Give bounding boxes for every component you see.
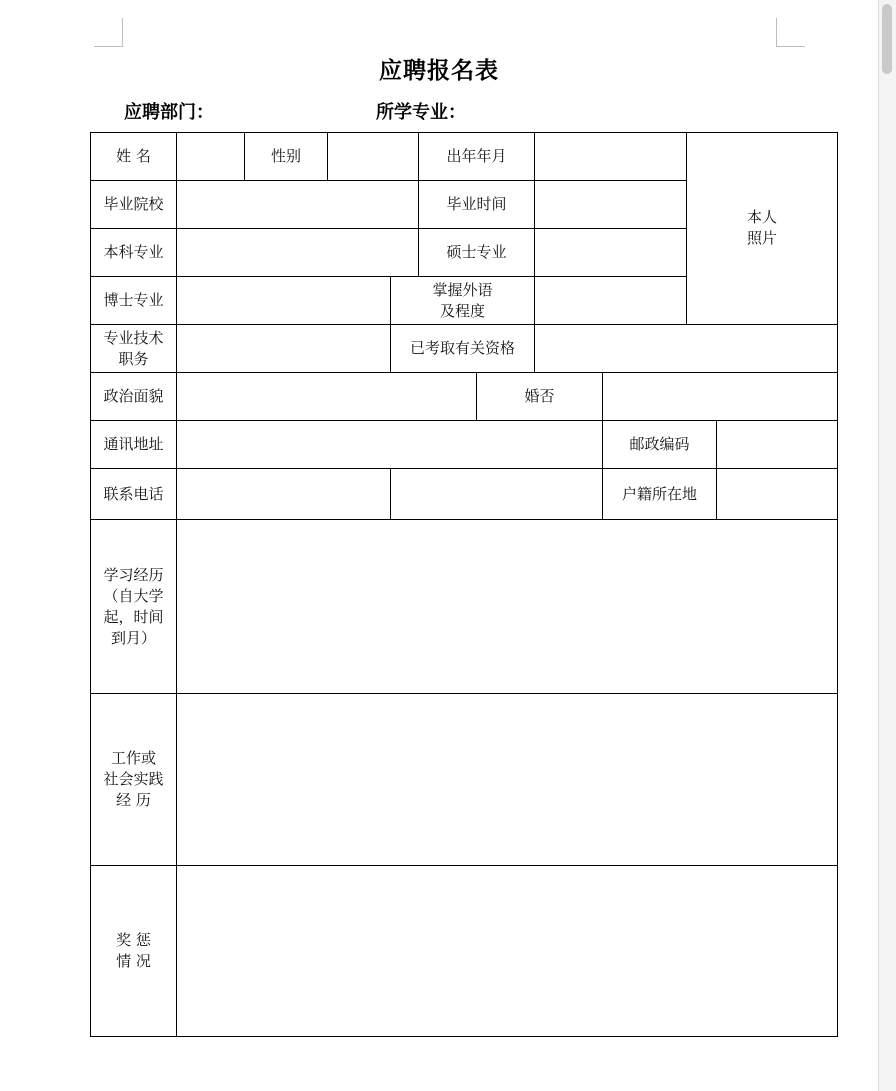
input-school[interactable]: [177, 181, 418, 228]
scrollbar-thumb[interactable]: [882, 4, 892, 74]
label-master-major: 硕士专业: [446, 243, 507, 261]
input-birth[interactable]: [535, 133, 686, 180]
label-marital-status: 婚否: [524, 387, 555, 405]
major-label: 所学专业：: [376, 102, 466, 123]
input-address[interactable]: [177, 421, 602, 468]
label-awards: 奖 惩 情 况: [116, 931, 151, 970]
input-foreign-language[interactable]: [535, 277, 686, 324]
label-education: 学习经历 （自大学 起，时间 到月）: [103, 565, 164, 647]
input-hukou[interactable]: [717, 469, 837, 519]
label-birth: 出年年月: [446, 147, 507, 165]
input-work-experience[interactable]: [177, 694, 837, 865]
input-name[interactable]: [177, 133, 244, 180]
label-work-experience: 工作或 社会实践 经 历: [103, 749, 164, 809]
label-phone: 联系电话: [103, 484, 164, 503]
label-tech-title: 专业技术 职务: [103, 328, 164, 368]
input-education[interactable]: [177, 520, 837, 693]
label-postal-code: 邮政编码: [629, 435, 690, 453]
label-political-status: 政治面貌: [103, 387, 164, 405]
input-phone[interactable]: [177, 469, 390, 519]
form-title: 应聘报名表: [379, 57, 499, 84]
label-qualifications: 已考取有关资格: [409, 339, 515, 357]
photo-box[interactable]: 本人 照片: [746, 208, 777, 247]
label-hukou: 户籍所在地: [621, 484, 697, 503]
input-awards[interactable]: [177, 866, 837, 1036]
label-gender: 性别: [270, 147, 301, 165]
vertical-scrollbar[interactable]: [878, 0, 896, 1091]
label-doctor-major: 博士专业: [103, 291, 164, 309]
input-master-major[interactable]: [535, 229, 686, 276]
input-bachelor-major[interactable]: [177, 229, 418, 276]
label-foreign-language: 掌握外语 及程度: [432, 280, 493, 320]
input-postal-code[interactable]: [717, 421, 837, 468]
input-phone-alt[interactable]: [391, 469, 602, 519]
input-gender[interactable]: [328, 133, 418, 180]
label-address: 通讯地址: [103, 435, 164, 453]
input-doctor-major[interactable]: [177, 277, 390, 324]
input-tech-title[interactable]: [177, 325, 390, 372]
input-marital-status[interactable]: [603, 373, 837, 420]
input-political-status[interactable]: [177, 373, 476, 420]
label-grad-time: 毕业时间: [446, 195, 507, 213]
input-qualifications[interactable]: [535, 325, 837, 372]
label-bachelor-major: 本科专业: [103, 243, 164, 261]
input-grad-time[interactable]: [535, 181, 686, 228]
label-name: 姓 名: [116, 147, 151, 165]
label-school: 毕业院校: [103, 195, 164, 213]
department-label: 应聘部门：: [124, 102, 214, 123]
